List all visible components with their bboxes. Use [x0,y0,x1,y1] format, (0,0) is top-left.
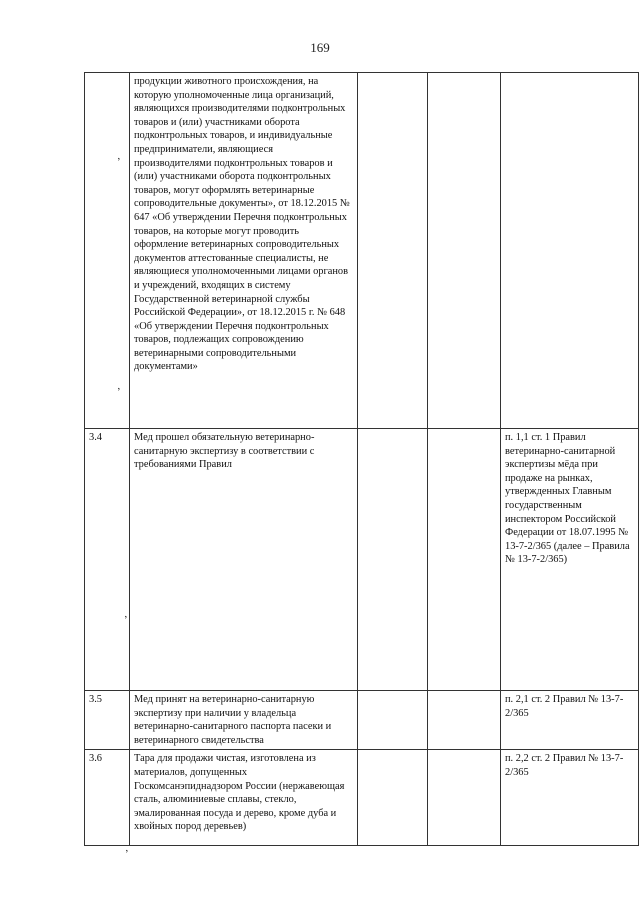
legal-reference: п. 2,2 ст. 2 Правил № 13-7-2/365 [501,750,639,846]
requirement-text: Тара для продажи чистая, изготовлена из материалов, допущенных Госкомсанэпиднадзором России (нержавеющая сталь, алюминиевые сплавы, стекло, эмалированная посуда и дерево, кроме дуба и хвойных пород деревьев) [130,750,358,846]
table-row [85,73,639,429]
row-number: 3.4 [85,429,130,691]
requirements-table [84,72,639,846]
margin-mark: , [115,379,121,393]
empty-cell [428,73,501,429]
empty-cell [358,750,428,846]
table-row [85,691,639,750]
empty-cell [358,691,428,750]
table-row [85,429,639,691]
row-number: 3.5 [85,691,130,750]
empty-cell [428,691,501,750]
margin-mark: , [123,841,129,855]
empty-cell [428,750,501,846]
page-number: 169 [310,40,330,55]
margin-mark: , [122,607,128,621]
row-number [85,73,130,429]
margin-mark: , [115,149,121,163]
empty-cell [358,429,428,691]
empty-cell [428,429,501,691]
requirement-text: Мед прошел обязательную ветеринарно-санитарную экспертизу в соответствии с требованиями Правил [130,429,358,691]
empty-cell [358,73,428,429]
legal-reference [501,73,639,429]
requirement-text: Мед принят на ветеринарно-санитарную экспертизу при наличии у владельца ветеринарно-санитарного паспорта пасеки и ветеринарного свидетельства [130,691,358,750]
table-row [85,750,639,846]
legal-reference: п. 1,1 ст. 1 Правил ветеринарно-санитарной экспертизы мёда при продаже на рынках, утвержденных Главным государственным инспектором Российской Федерации от 18.07.1995 № 13-7-2/365 (далее – Правила № 13-7-2/365) [501,429,639,691]
requirement-text: продукции животного происхождения, на которую уполномоченные лица организаций, являющихся производителями подконтрольных товаров и (или) участниками оборота подконтрольных товаров, и индивидуальные предприниматели, являющиеся производителями подконтрольных товаров и (или) участниками оборота подконтрольных товаров, могут оформлять ветеринарные сопроводительные документы», от 18.12.2015 № 647 «Об утверждении Перечня подконтрольных товаров, на которые могут проводить оформление ветеринарных сопроводительных документов аттестованные специалисты, не являющиеся уполномоченными лицами органов и учреждений, входящих в систему Государственной ветеринарной службы Российской Федерации», от 18.12.2015 г. № 648 «Об утверждении Перечня подконтрольных товаров, подлежащих сопровождению ветеринарными сопроводительными документами» [130,73,358,429]
row-number: 3.6 [85,750,130,846]
legal-reference: п. 2,1 ст. 2 Правил № 13-7-2/365 [501,691,639,750]
